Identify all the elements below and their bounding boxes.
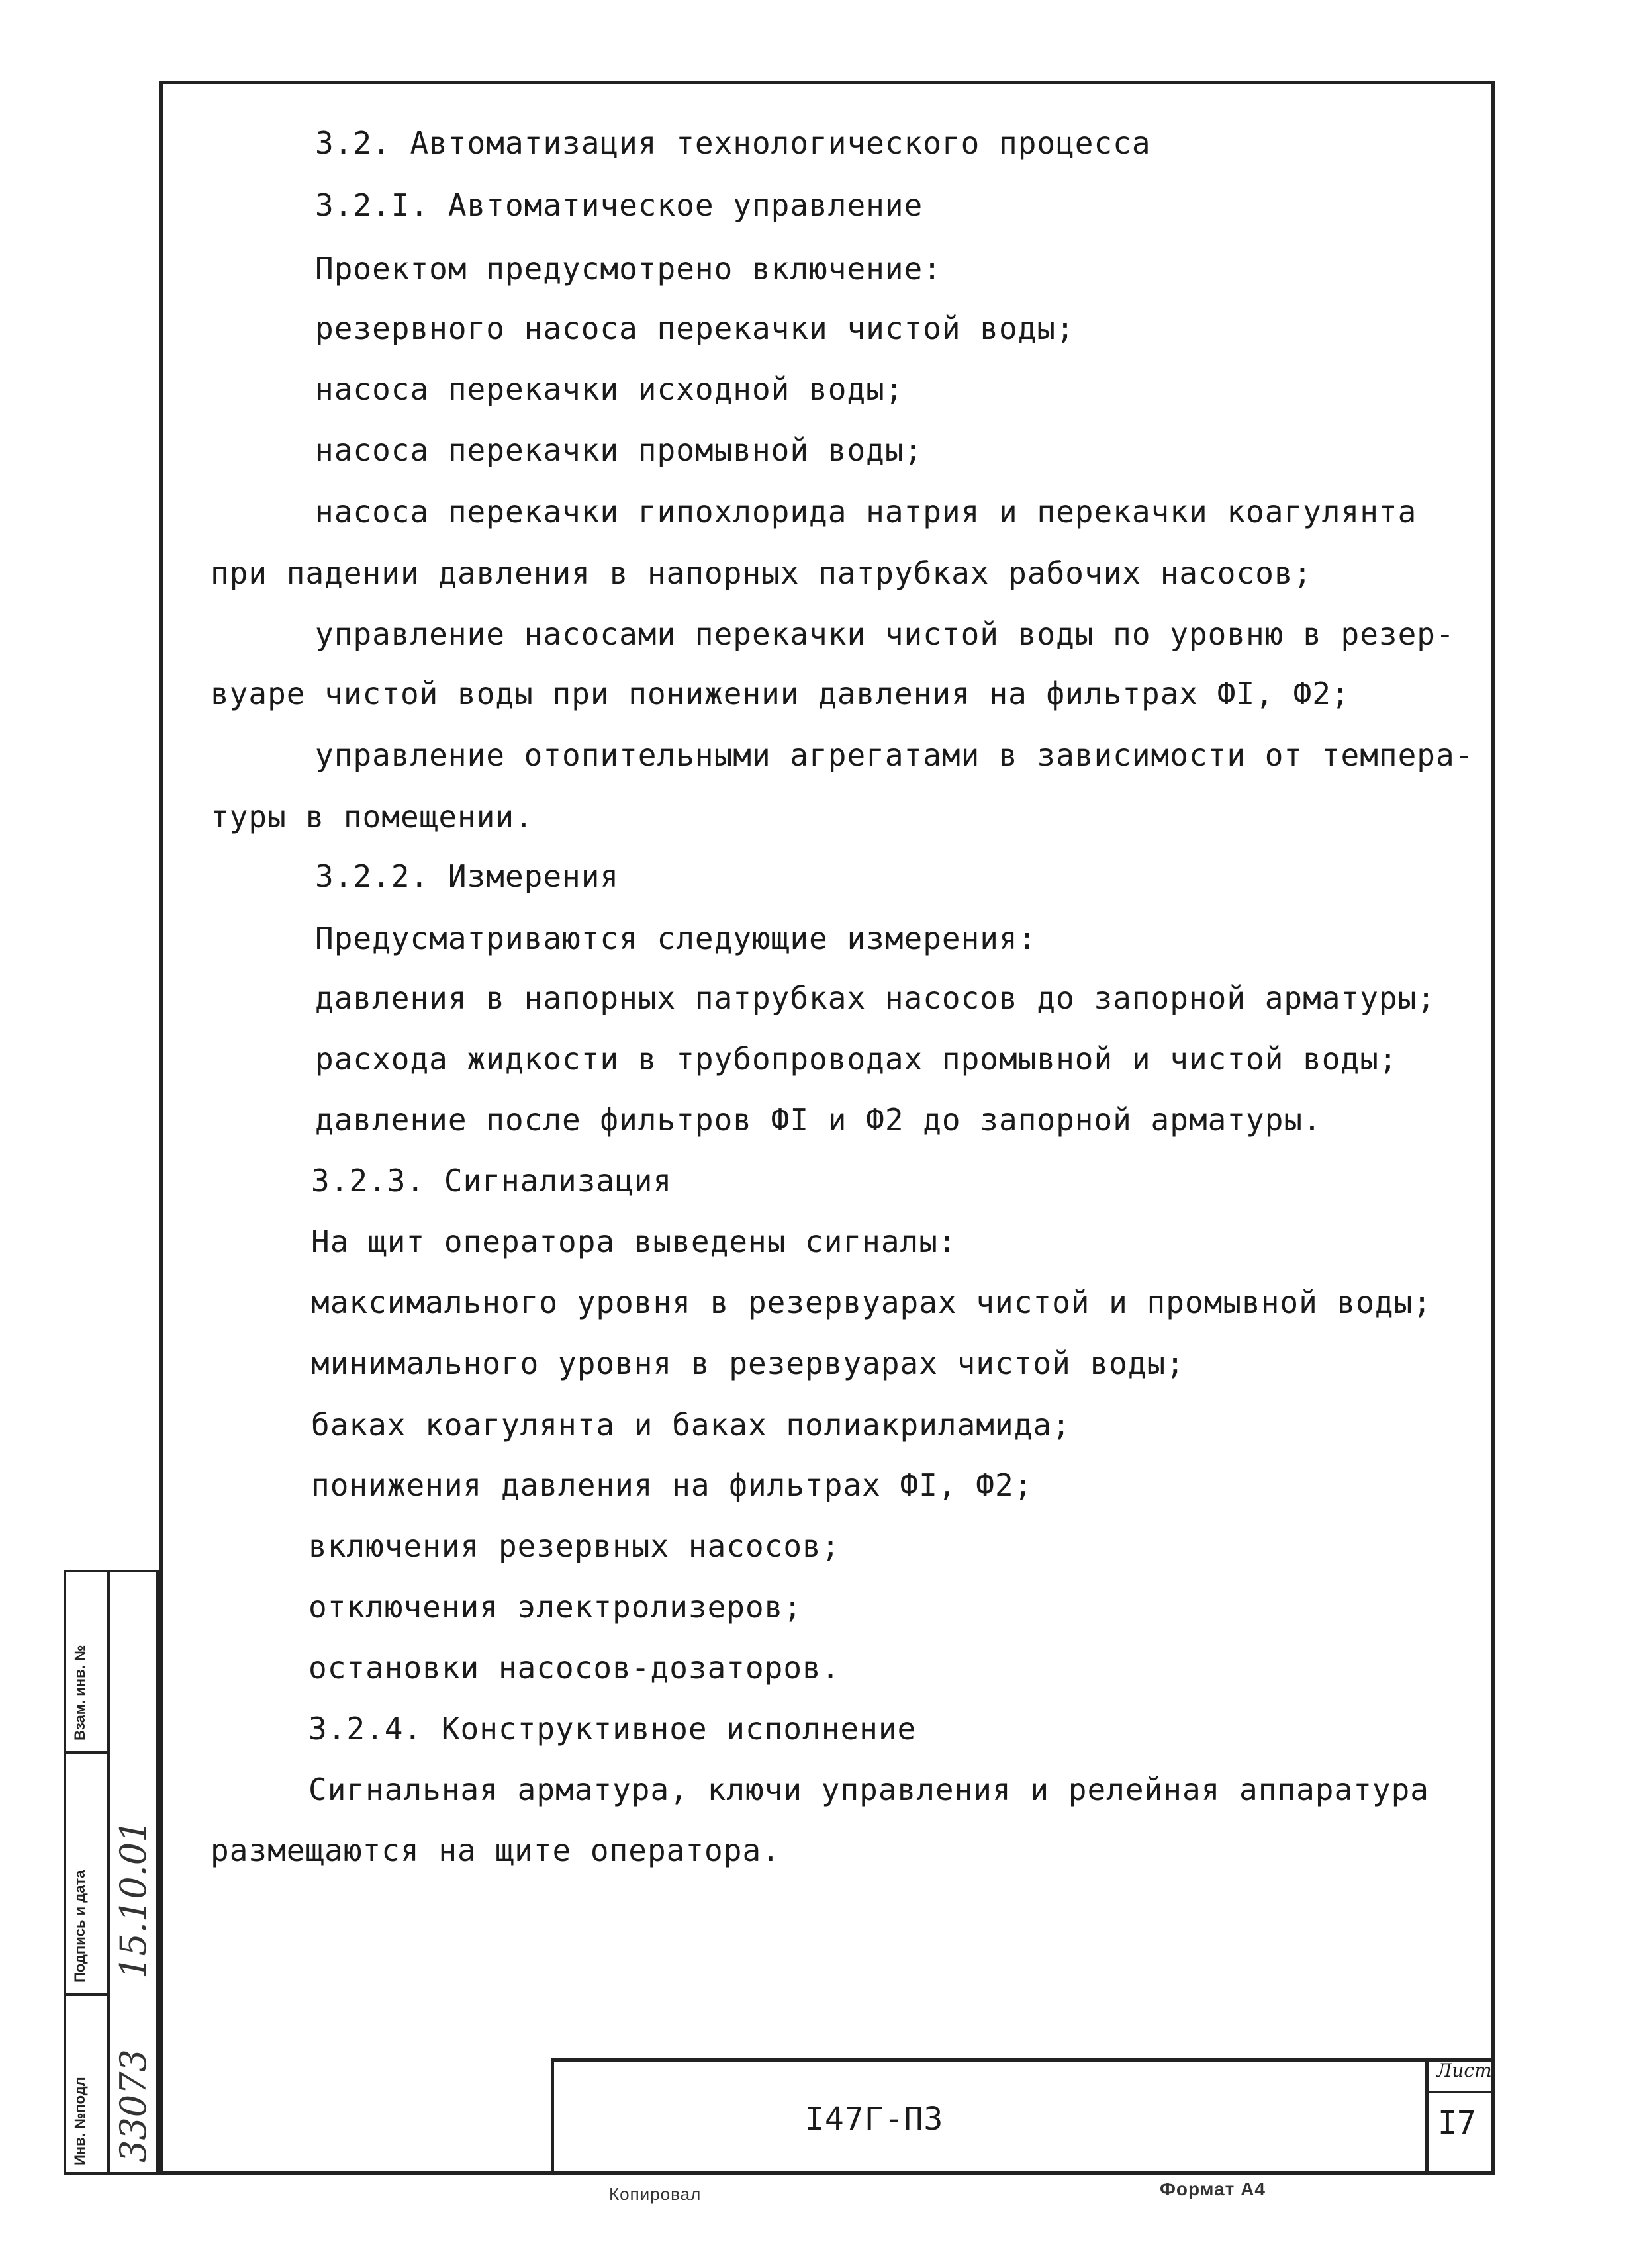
copied-by-label: Копировал [609, 2184, 702, 2204]
text-line: отключения электролизеров; [308, 1589, 803, 1625]
text-line: Сигнальная арматура, ключи управления и релейная аппаратура [308, 1772, 1429, 1807]
text-line: давление после фильтров ФI и Ф2 до запорной арматуры. [315, 1102, 1322, 1138]
title-block-divider [1425, 2062, 1429, 2175]
text-line: насоса перекачки гипохлорида натрия и перекачки коагулянта [315, 494, 1417, 529]
title-block [551, 2058, 1495, 2175]
stamp-label-vzam-inv: Взам. инв. № [71, 1645, 88, 1741]
heading-3-2: 3.2. Автоматизация технологического процесса [315, 125, 1151, 161]
heading-3-2-1: 3.2.I. Автоматическое управление [315, 187, 923, 223]
text-line: минимального уровня в резервуарах чистой воды; [311, 1345, 1185, 1381]
heading-3-2-3: 3.2.3. Сигнализация [311, 1163, 673, 1199]
text-line: насоса перекачки исходной воды; [315, 371, 904, 407]
format-label: Формат А4 [1160, 2179, 1266, 2199]
heading-3-2-4: 3.2.4. Конструктивное исполнение [308, 1711, 917, 1746]
text-line: Предусматриваются следующие измерения: [315, 921, 1037, 956]
text-line: расхода жидкости в трубопроводах промывной и чистой воды; [315, 1041, 1398, 1077]
text-line: На щит оператора выведены сигналы: [311, 1224, 957, 1259]
heading-3-2-2: 3.2.2. Измерения [315, 858, 620, 894]
strip-column-divider [107, 1572, 110, 2172]
text-line: Проектом предусмотрено включение: [315, 251, 942, 287]
text-line: вуаре чистой воды при понижении давления на фильтрах ФI, Ф2; [211, 676, 1350, 711]
text-line: управление отопительными агрегатами в зависимости от темпера- [315, 737, 1474, 773]
handwritten-date: 15.10.01 [113, 1819, 154, 1979]
strip-row-divider [66, 1751, 107, 1754]
text-line: туры в помещении. [211, 799, 534, 835]
sheet-number: I7 [1438, 2105, 1476, 2142]
text-line: резервного насоса перекачки чистой воды; [315, 310, 1075, 346]
text-line: баках коагулянта и баках полиакриламида; [311, 1407, 1071, 1443]
text-line: размещаются на щите оператора. [211, 1833, 780, 1868]
text-line: управление насосами перекачки чистой воды по уровню в резер- [315, 616, 1455, 652]
text-line: давления в напорных патрубках насосов до запорной арматуры; [315, 980, 1436, 1016]
text-line: включения резервных насосов; [308, 1528, 841, 1564]
document-code: I47Г-ПЗ [805, 2101, 944, 2138]
text-line: при падении давления в напорных патрубках рабочих насосов; [211, 555, 1313, 591]
text-line: насоса перекачки промывной воды; [315, 432, 923, 468]
text-line: понижения давления на фильтрах ФI, Ф2; [311, 1467, 1033, 1503]
sheet-label: Лист [1436, 2060, 1492, 2081]
sheet-cell-divider [1429, 2091, 1495, 2093]
stamp-label-sign-date: Подпись и дата [71, 1870, 88, 1983]
strip-row-divider [66, 1993, 107, 1996]
handwritten-inventory-number: 33073 [113, 2049, 154, 2163]
stamp-label-inv-podl: Инв. №подл [71, 2077, 88, 2165]
text-line: остановки насосов-дозаторов. [308, 1650, 841, 1686]
text-line: максимального уровня в резервуарах чистой и промывной воды; [311, 1285, 1432, 1320]
